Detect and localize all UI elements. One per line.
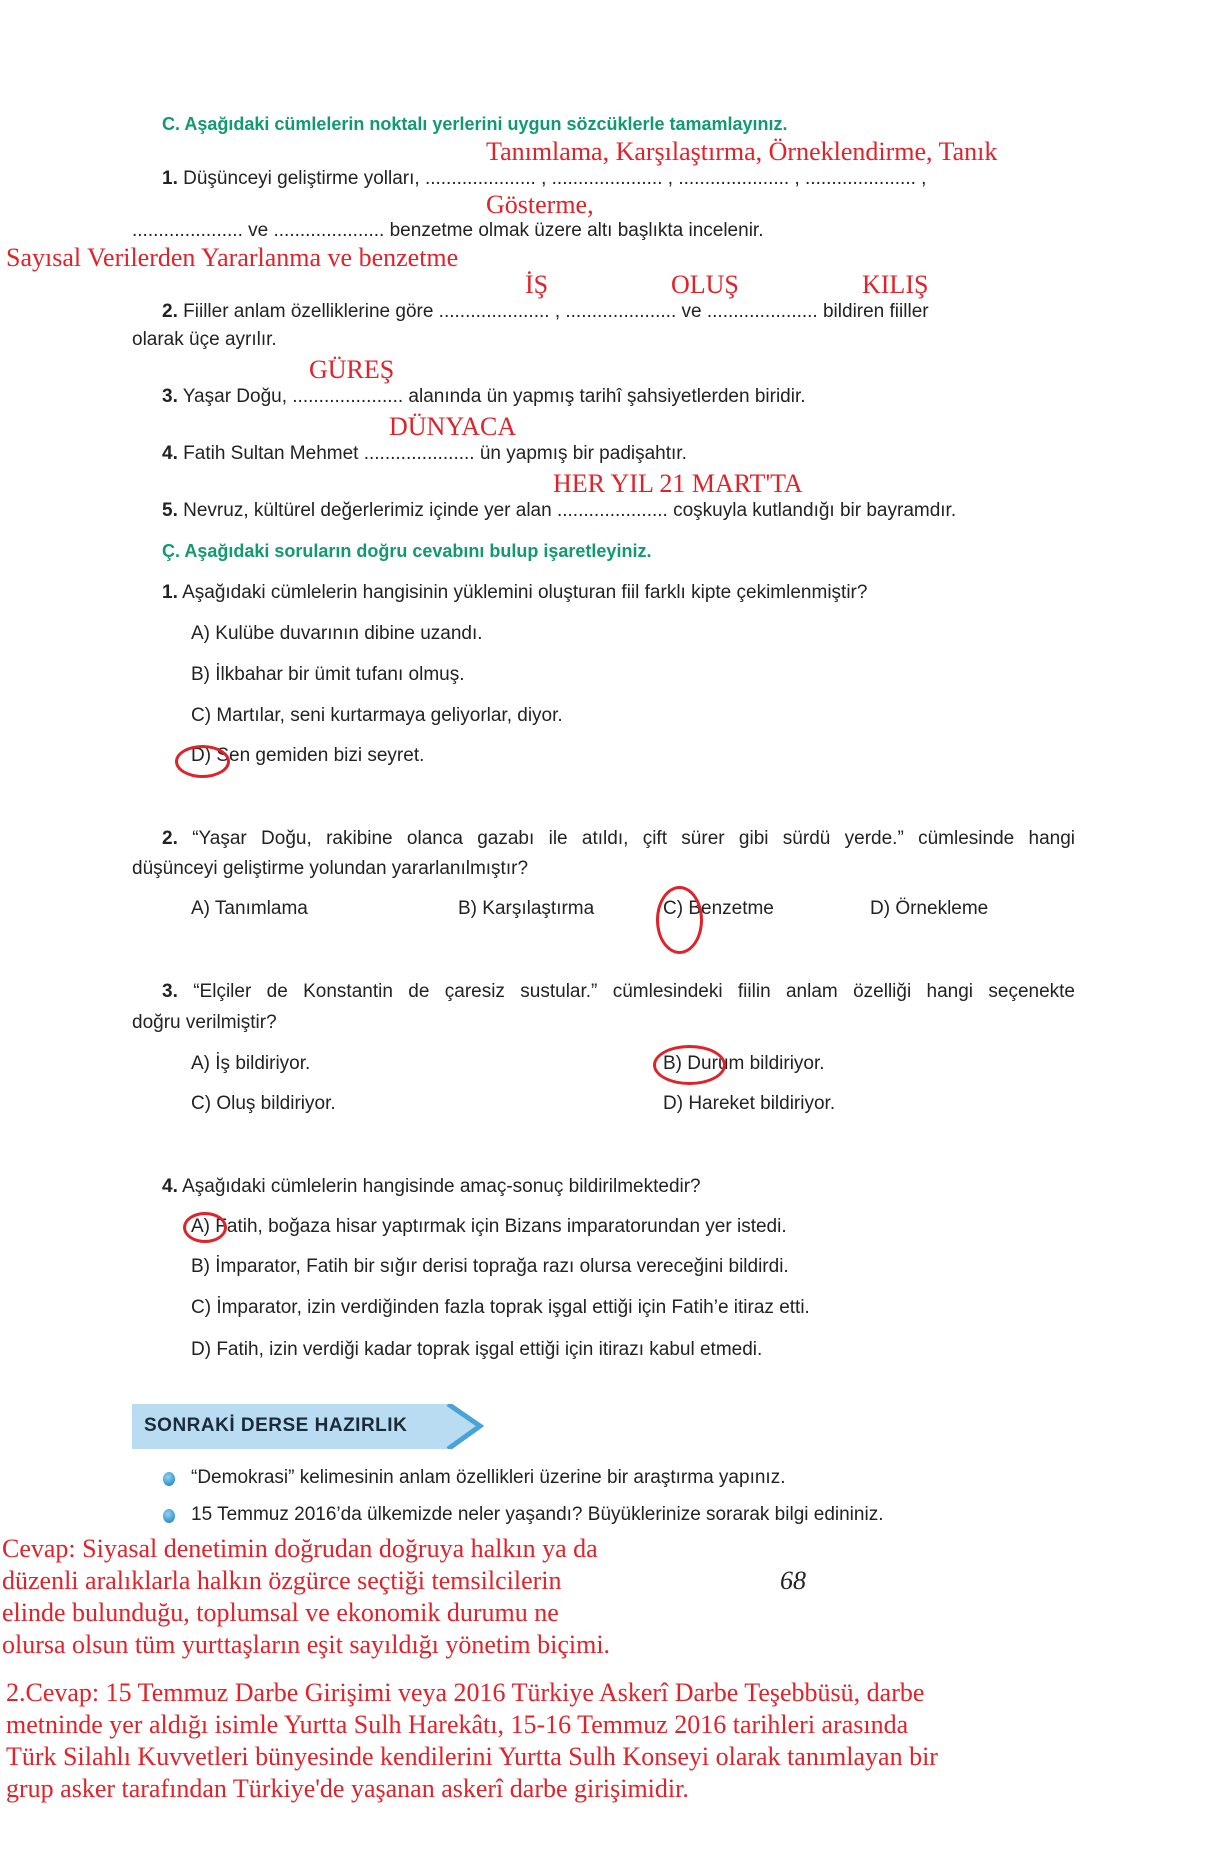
c-q2 (162, 300, 929, 324)
q-num: 4. (162, 443, 178, 464)
c-q4 (162, 442, 687, 466)
q-text: Nevruz, kültürel değerlerimiz içinde yer alan ..................... coşkuyla kutlandığı bir bayramdır. (183, 500, 957, 521)
handwritten-answer: DÜNYACA (389, 412, 517, 441)
option[interactable]: D) Örnekleme (870, 898, 989, 919)
option[interactable]: A) Kulübe duvarının dibine uzandı. (191, 623, 483, 644)
handwritten-answer: HER YIL 21 MART'TA (553, 469, 803, 498)
c-q1-line2: ..................... ve ..................... benzetme olmak üzere altı başlıkta incelenir. (132, 220, 764, 241)
q-text: Aşağıdaki cümlelerin hangisinde amaç-sonuç bildirilmektedir? (182, 1176, 701, 1197)
q-num: 5. (162, 500, 178, 521)
q-num: 2. (162, 828, 178, 849)
c-q1 (162, 167, 926, 191)
option[interactable]: B) İlkbahar bir ümit tufanı olmuş. (191, 664, 465, 685)
cc-q3-line2: doğru verilmiştir? (132, 1012, 277, 1033)
option[interactable]: B) Durum bildiriyor. (663, 1053, 825, 1074)
q-num: 1. (162, 582, 178, 603)
option[interactable]: D) Hareket bildiriyor. (663, 1093, 836, 1114)
q-text: Fiiller anlam özelliklerine göre ..................... , ..................... ve ..................... bildiren fiiller (183, 301, 929, 322)
option[interactable]: A) Tanımlama (191, 898, 308, 919)
bullet-icon (163, 1509, 175, 1523)
handwritten-answer: KILIŞ (862, 270, 929, 299)
handwritten-answer: olursa olsun tüm yurttaşların eşit sayıldığı yönetim biçimi. (2, 1630, 611, 1659)
option[interactable]: C) Benzetme (663, 898, 774, 919)
handwritten-answer: Cevap: Siyasal denetimin doğrudan doğruya halkın ya da (2, 1534, 598, 1563)
q-num: 3. (162, 981, 178, 1002)
cc-q1 (162, 581, 867, 605)
c-q3 (162, 385, 806, 409)
option[interactable]: C) Martılar, seni kurtarmaya geliyorlar, diyor. (191, 705, 563, 726)
q-text: “Elçiler de Konstantin de çaresiz sustular.” cümlesindeki fiilin anlam özelliği hangi seçenekte (193, 981, 1075, 1002)
q-num: 4. (162, 1176, 178, 1197)
q-text: Fatih Sultan Mehmet ..................... ün yapmış bir padişahtır. (183, 443, 687, 464)
answer-circle-mark (656, 886, 703, 954)
answer-circle-mark (175, 745, 230, 778)
handwritten-answer: Tanımlama, Karşılaştırma, Örneklendirme, Tanık (486, 137, 998, 166)
handwritten-answer: GÜREŞ (309, 355, 395, 384)
prep-item: “Demokrasi” kelimesinin anlam özellikleri üzerine bir araştırma yapınız. (191, 1467, 786, 1488)
c-q5 (162, 499, 956, 523)
q-text: “Yaşar Doğu, rakibine olanca gazabı ile atıldı, çift sürer gibi sürdü yerde.” cümlesinde hangi (192, 828, 1076, 849)
answer-circle-mark (183, 1212, 227, 1243)
handwritten-answer: grup asker tarafından Türkiye'de yaşanan askerî darbe girişimidir. (6, 1774, 689, 1803)
handwritten-answer: 2.Cevap: 15 Temmuz Darbe Girişimi veya 2016 Türkiye Askerî Darbe Teşebbüsü, darbe (6, 1678, 925, 1707)
handwritten-answer: düzenli aralıklarla halkın özgürce seçtiği temsilcilerin (2, 1566, 562, 1595)
option[interactable]: A) İş bildiriyor. (191, 1053, 311, 1074)
handwritten-answer: elinde bulunduğu, toplumsal ve ekonomik durumu ne (2, 1598, 559, 1627)
q-num: 2. (162, 301, 178, 322)
answer-circle-mark (653, 1045, 726, 1085)
option[interactable]: C) İmparator, izin verdiğinden fazla toprak işgal ettiği için Fatih’e itiraz etti. (191, 1297, 810, 1318)
next-lesson-banner (132, 1404, 484, 1449)
q-text: Yaşar Doğu, ..................... alanında ün yapmış tarihî şahsiyetlerden biridir. (182, 386, 806, 407)
handwritten-answer: Türk Silahlı Kuvvetleri bünyesinde kendilerini Yurtta Sulh Konseyi olarak tanımlayan bir (6, 1742, 938, 1771)
handwritten-answer: Sayısal Verilerden Yararlanma ve benzetme (6, 243, 459, 272)
handwritten-answer: Gösterme, (486, 190, 594, 219)
handwritten-answer: OLUŞ (671, 270, 739, 299)
section-c-title: C. Aşağıdaki cümlelerin noktalı yerlerini uygun sözcüklerle tamamlayınız. (162, 114, 788, 134)
handwritten-answer: metninde yer aldığı isimle Yurtta Sulh Harekâtı, 15-16 Temmuz 2016 tarihleri arasında (6, 1710, 909, 1739)
page-number: 68 (780, 1566, 806, 1595)
c-q2-line2: olarak üçe ayrılır. (132, 329, 277, 350)
option[interactable]: D) Sen gemiden bizi seyret. (191, 745, 425, 766)
q-text: Aşağıdaki cümlelerin hangisinin yüklemini oluşturan fiil farklı kipte çekimlenmiştir? (182, 582, 868, 603)
cc-q3 (162, 980, 1075, 1004)
banner-title: SONRAKİ DERSE HAZIRLIK (144, 1415, 408, 1436)
option[interactable]: A) Fatih, boğaza hisar yaptırmak için Bizans imparatorundan yer istedi. (191, 1216, 787, 1237)
section-cc-title: Ç. Aşağıdaki soruların doğru cevabını bulup işaretleyiniz. (162, 541, 652, 561)
cc-q4 (162, 1175, 701, 1199)
q-num: 1. (162, 168, 178, 189)
prep-item: 15 Temmuz 2016’da ülkemizde neler yaşandı? Büyüklerinize sorarak bilgi edininiz. (191, 1504, 884, 1525)
option[interactable]: B) Karşılaştırma (458, 898, 595, 919)
cc-q2-line2: düşünceyi geliştirme yolundan yararlanılmıştır? (132, 858, 529, 879)
cc-q2 (162, 827, 1075, 851)
option[interactable]: C) Oluş bildiriyor. (191, 1093, 336, 1114)
handwritten-answer: İŞ (525, 270, 549, 299)
option[interactable]: B) İmparator, Fatih bir sığır derisi toprağa razı olursa vereceğini bildirdi. (191, 1256, 789, 1277)
bullet-icon (163, 1472, 175, 1486)
option[interactable]: D) Fatih, izin verdiği kadar toprak işgal ettiği için itirazı kabul etmedi. (191, 1339, 763, 1360)
q-text: Düşünceyi geliştirme yolları, ..................... , ..................... , ..................... , ..................... , (183, 168, 927, 189)
q-num: 3. (162, 386, 178, 407)
